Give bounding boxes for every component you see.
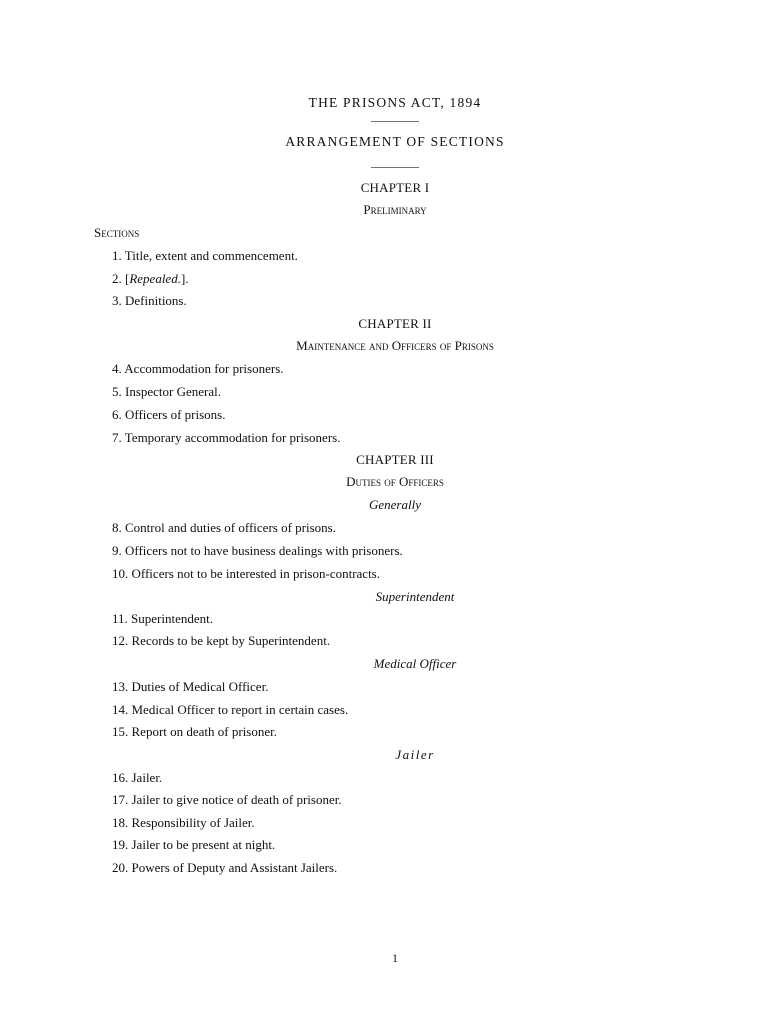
section-number: 9.: [112, 543, 122, 558]
section-text: Jailer to give notice of death of prisoner.: [131, 792, 342, 807]
section-item: [112, 408, 226, 421]
section-item: [112, 703, 348, 716]
section-text: Responsibility of Jailer.: [131, 815, 255, 830]
section-number: 10.: [112, 566, 129, 581]
section-text-italic: Repealed.: [129, 271, 181, 286]
chapter-heading: CHAPTER III: [356, 452, 434, 467]
chapter-name: Maintenance and Officers of Prisons: [296, 338, 494, 353]
section-item: [112, 431, 340, 444]
section-item: [112, 816, 255, 829]
section-item: [112, 612, 213, 625]
section-text-close: ].: [180, 271, 189, 286]
section-item: [112, 249, 298, 262]
section-text: Officers of prisons.: [125, 407, 226, 422]
section-item: [112, 680, 268, 693]
section-number: 15.: [112, 724, 129, 739]
section-number: 17.: [112, 792, 129, 807]
section-text: Powers of Deputy and Assistant Jailers.: [131, 860, 338, 875]
page-number: 1: [392, 951, 398, 965]
chapter-name: Duties of Officers: [346, 474, 444, 489]
section-text: Control and duties of officers of prisons.: [125, 520, 336, 535]
section-text: Title, extent and commencement.: [124, 248, 298, 263]
section-item: [112, 272, 189, 285]
section-number: 16.: [112, 770, 129, 785]
subgroup-heading: Jailer: [395, 747, 435, 762]
section-number: 18.: [112, 815, 129, 830]
section-text: Officers not to have business dealings with prisoners.: [125, 543, 403, 558]
section-text: Temporary accommodation for prisoners.: [124, 430, 341, 445]
section-number: 19.: [112, 837, 129, 852]
sections-label: Sections: [94, 225, 140, 240]
section-item: [112, 362, 284, 375]
subgroup-heading: Medical Officer: [373, 656, 457, 671]
section-number: 12.: [112, 633, 129, 648]
section-number: 1.: [112, 248, 122, 263]
section-text: Duties of Medical Officer.: [131, 679, 269, 694]
document-title: THE PRISONS ACT, 1894: [308, 95, 482, 110]
section-text: Officers not to be interested in prison-contracts.: [131, 566, 380, 581]
section-text: Definitions.: [125, 293, 187, 308]
subgroup-heading: Generally: [369, 497, 421, 512]
section-number: 2.: [112, 271, 122, 286]
section-text: Medical Officer to report in certain cases.: [131, 702, 349, 717]
section-number: 6.: [112, 407, 122, 422]
section-item: [112, 861, 337, 874]
section-item: [112, 725, 277, 738]
section-item: [112, 771, 162, 784]
section-text: Report on death of prisoner.: [131, 724, 277, 739]
section-item: [112, 567, 380, 580]
subgroup-heading: Superintendent: [375, 589, 455, 604]
section-text: Superintendent.: [131, 611, 213, 626]
chapter-heading: CHAPTER I: [360, 180, 430, 195]
section-number: 8.: [112, 520, 122, 535]
section-item: [112, 634, 330, 647]
section-text: Records to be kept by Superintendent.: [131, 633, 331, 648]
section-item: [112, 793, 342, 806]
section-number: 5.: [112, 384, 122, 399]
section-item: [112, 521, 336, 534]
chapter-name: Preliminary: [363, 202, 427, 217]
section-number: 14.: [112, 702, 129, 717]
section-item: [112, 385, 221, 398]
section-text: Accommodation for prisoners.: [124, 361, 284, 376]
section-number: 3.: [112, 293, 122, 308]
section-text: Jailer.: [131, 770, 163, 785]
section-number: 20.: [112, 860, 129, 875]
section-number: 4.: [112, 361, 122, 376]
section-number: 7.: [112, 430, 122, 445]
section-number: 13.: [112, 679, 129, 694]
section-item: [112, 294, 187, 307]
subtitle-rule: ————: [371, 159, 419, 173]
section-text: Inspector General.: [125, 384, 222, 399]
section-number: 11.: [112, 611, 128, 626]
section-item: [112, 544, 403, 557]
section-item: [112, 838, 275, 851]
title-rule: ————: [371, 113, 419, 127]
section-text-open: [: [125, 271, 130, 286]
chapter-heading: CHAPTER II: [358, 316, 432, 331]
document-subtitle: ARRANGEMENT OF SECTIONS: [285, 134, 505, 149]
section-text: Jailer to be present at night.: [131, 837, 276, 852]
